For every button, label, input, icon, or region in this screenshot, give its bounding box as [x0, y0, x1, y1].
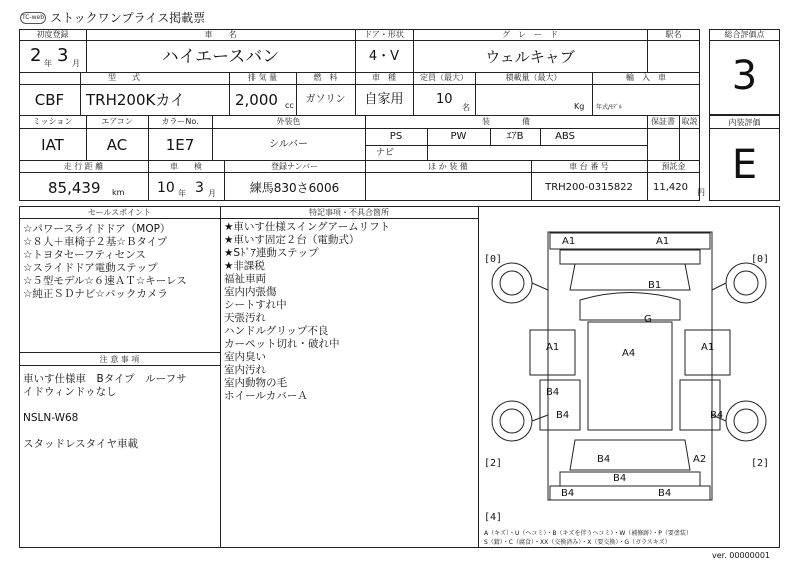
reg-year-unit: 年	[44, 59, 52, 68]
car-name: ハイエースバン	[161, 47, 280, 67]
mileage-unit: km	[112, 188, 125, 197]
list-item: ★非課税	[224, 260, 265, 272]
tire-bracket: [0]	[751, 254, 770, 265]
legend-line-1: A（キズ）・U（ヘコミ）・B（キズを伴うヘコミ）・W（補修跡）・P（要塗装）	[484, 530, 692, 537]
equip-label: 装 備	[482, 117, 530, 126]
car-damage-diagram	[479, 207, 779, 547]
list-item: ☆純正ＳＤナビ☆バックカメラ	[23, 288, 168, 300]
chassis-number: TRH200-0315822	[545, 182, 633, 193]
equip-navi: ナビ	[375, 148, 394, 158]
inspect-year: 10	[157, 180, 175, 196]
list-item: ☆トヨタセーフティセンス	[23, 249, 146, 261]
name-label: 車 名	[204, 30, 237, 39]
warranty-label: 保証書	[651, 117, 675, 126]
logo: TC-web	[20, 12, 46, 24]
version-label: ver. 00000001	[712, 551, 771, 560]
capacity-label: 定員（最大）	[420, 73, 468, 82]
damage-mark: A4	[622, 348, 636, 359]
damage-mark: B4	[556, 410, 570, 421]
door-shape: 4・V	[368, 49, 400, 64]
list-item: 車いす仕様車 Bタイプ ルーフサ	[23, 373, 187, 385]
list-item: 天張汚れ	[224, 312, 266, 324]
damage-mark: B1	[648, 280, 662, 291]
list-item: ★車いす固定２台（電動式）	[224, 234, 360, 246]
reg-month-unit: 月	[72, 59, 80, 68]
fuel-label: 燃 料	[313, 73, 338, 82]
reg-month: 3	[57, 45, 69, 66]
inspect-month-unit: 月	[208, 189, 216, 198]
page-title: ストックワンプライス掲載票	[50, 11, 206, 25]
use-label: 車 種	[372, 73, 396, 82]
list-item: シートすれ中	[224, 299, 287, 311]
import-label: 輸 入 車	[626, 73, 666, 82]
damage-mark: A1	[562, 236, 576, 247]
plate-number: 練馬830さ6006	[249, 181, 340, 195]
disp-unit: cc	[285, 101, 294, 110]
other-equip-label: ほ か 装 備	[428, 162, 468, 171]
notes-list	[23, 373, 187, 451]
damage-mark: B4	[546, 387, 560, 398]
special-list	[224, 221, 390, 403]
exterior-color: シルバー	[268, 139, 309, 150]
damage-mark: A1	[546, 342, 560, 353]
list-item: ☆パワースライドドア（MOP）	[23, 223, 171, 235]
sales-points-list	[23, 223, 187, 301]
damage-mark: B4	[597, 454, 611, 465]
capacity: 10	[436, 92, 453, 107]
grade: ウェルキャブ	[485, 48, 575, 66]
manual-label: 取説	[681, 117, 698, 126]
type-code: CBF	[34, 91, 65, 109]
mission: IAT	[41, 136, 64, 154]
damage-mark: A1	[701, 342, 715, 353]
list-item: ハンドルグリップ不良	[224, 325, 329, 337]
overall-score-label: 総合評価点	[724, 30, 765, 39]
damage-mark: A1	[656, 236, 670, 247]
fuel: ガソリン	[305, 94, 346, 105]
displacement: 2,000	[235, 91, 278, 109]
recycle-label: 預託金	[661, 162, 686, 171]
list-item: イドウィンドゥなし	[23, 386, 117, 398]
interior-score-value: E	[731, 142, 758, 188]
plate-label: 登録ナンバー	[270, 162, 319, 171]
list-item: ★車いす仕様スイングアームリフト	[224, 221, 391, 233]
equip-pw: PW	[450, 131, 467, 142]
list-item: 室内動物の毛	[224, 377, 287, 389]
list-item	[23, 425, 187, 438]
recycle-unit: 円	[697, 188, 705, 197]
ac-label: エアコン	[101, 117, 133, 126]
import-sub: 年式/ﾓﾃﾞﾙ	[596, 104, 623, 111]
reg-label: 初度登録	[36, 30, 69, 39]
aircon: AC	[106, 136, 128, 154]
inspect-month: 3	[195, 180, 204, 196]
type-label: 型 式	[108, 73, 140, 82]
interior-score-label: 内装評価	[728, 118, 761, 127]
use-type: 自家用	[364, 92, 404, 107]
damage-mark: B4	[710, 410, 724, 421]
reg-year: 2	[30, 45, 42, 66]
equip-abs: ABS	[555, 131, 575, 142]
equip-ps: PS	[389, 131, 403, 142]
list-item: カーペット切れ・破れ中	[224, 338, 340, 350]
list-item: NSLN-W68	[23, 412, 79, 424]
sales-points-label: セールスポイント	[87, 208, 152, 217]
list-item: 室内内張傷	[224, 286, 277, 298]
list-item: ☆スライドドア電動ステップ	[23, 262, 158, 274]
door-label: ドア・形状	[364, 30, 404, 39]
damage-mark: A2	[693, 454, 707, 465]
list-item: 室内臭い	[224, 351, 266, 363]
recycle-fee: 11,420	[653, 182, 688, 193]
disp-label: 排 気 量	[247, 73, 278, 82]
inspect-year-unit: 年	[178, 189, 186, 198]
list-item: ★Sﾄﾞｱ連動ステップ	[224, 247, 319, 259]
grade-label: グ レ ー ド	[502, 30, 558, 39]
load-label: 積載量（最大）	[505, 73, 562, 82]
mileage: 85,439	[48, 179, 101, 197]
damage-mark: B4	[561, 488, 575, 499]
legend-line-2: S（錆）・C（腐食）・XX（交換済み）・X（要交換）・G（ガラスキズ）	[484, 539, 671, 546]
damage-mark: B4	[658, 488, 672, 499]
tire-bracket: [0]	[484, 254, 503, 265]
load-unit: Kg	[574, 102, 585, 111]
damage-mark: B4	[613, 473, 627, 484]
overall-score-value: 3	[731, 53, 758, 99]
list-item	[23, 399, 187, 412]
colorno-label: カラーNo.	[161, 117, 199, 126]
mission-label: ミッション	[32, 117, 73, 126]
list-item: 室内汚れ	[224, 364, 266, 376]
color-no-label: 駅名	[665, 30, 682, 39]
notes-label: 注 意 事 項	[99, 355, 140, 364]
tire-bracket: [4]	[484, 512, 503, 523]
list-item: ホイールカバーＡ	[224, 390, 308, 402]
equip-airbag: ｴｱB	[506, 131, 524, 142]
chassis-label: 車 台 番 号	[569, 162, 609, 171]
list-item: ☆５型モデル☆６速ＡＴ☆キーレス	[23, 275, 187, 287]
damage-mark: G	[644, 314, 652, 325]
special-label: 特記事項・不具合箇所	[309, 208, 389, 217]
inspect-label: 車 検	[170, 162, 202, 171]
extcolor-label: 外装色	[276, 117, 301, 126]
mileage-label: 走 行 距 離	[63, 162, 104, 171]
tire-bracket: [2]	[484, 458, 503, 469]
list-item: ☆８人＋車椅子２基☆Ｂタイプ	[23, 236, 168, 248]
tire-bracket: [2]	[751, 458, 770, 469]
list-item: スタッドレスタイヤ車載	[23, 438, 138, 450]
list-item: 福祉車両	[224, 273, 266, 285]
color-no: 1E7	[165, 136, 195, 154]
capacity-unit: 名	[462, 103, 470, 112]
type-model: TRH200Kカイ	[86, 91, 185, 109]
